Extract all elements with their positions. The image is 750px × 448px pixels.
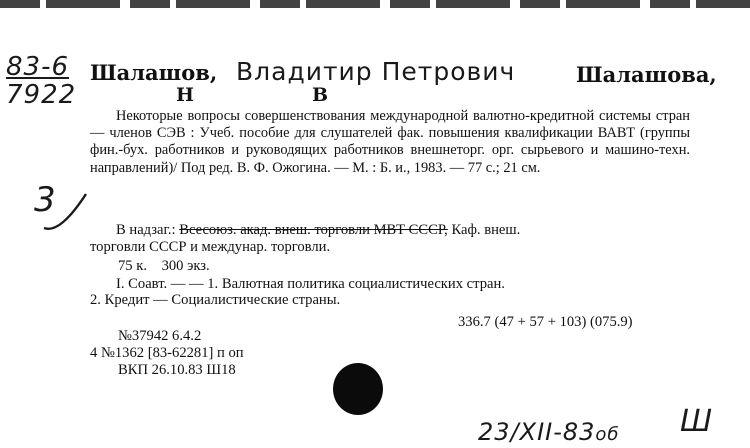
punched-hole [333, 363, 383, 415]
author-cutter: Шалашова, [576, 62, 717, 87]
vkp-line: ВКП 26.10.83 Ш18 [118, 362, 236, 378]
subjects-line-1: I. Соавт. — — 1. Валютная политика социалистических стран. [116, 276, 505, 292]
bibliographic-description [90, 108, 690, 177]
price-copies: 75 к. 300 экз. [118, 258, 210, 274]
top-torn-edge [0, 0, 750, 8]
card-number: №37942 6.4.2 [118, 328, 202, 344]
description-text: Некоторые вопросы совершенствования международной валютно-кредитной системы стран — членов СЭВ : Учеб. пособие для слушателей фак. повышения квалификации ВАВТ (группы фин.-бух. работников и руководящих работников внешнеторг. орг. сырьевого и машино-техн. направлений)/ Под ред. В. Ф. Ожогина. — М. : Б. и., 1983. — 77 с.; 21 см. [90, 108, 690, 176]
author-surname: Шалашов, [90, 60, 218, 85]
note-line-2: торговли СССР и междунар. торговли. [90, 239, 331, 255]
order-line: 4 №1362 [83-62281] п оп [90, 345, 244, 361]
handwritten-margin-mark: 3 [34, 180, 57, 220]
note-line-1 [116, 222, 520, 239]
handwritten-date [478, 418, 620, 446]
handwritten-name-patronymic: Владитир Петрович [236, 57, 516, 86]
date-suffix: об [595, 424, 620, 445]
note-prefix: В надзаг.: [116, 222, 180, 238]
margin-check-stroke [40, 190, 90, 240]
author-second-initial: В [312, 84, 329, 106]
note-suffix: Каф. внеш. [447, 222, 521, 238]
author-initial: Н [176, 84, 194, 106]
handwritten-call-number-bottom: 7922 [6, 80, 77, 110]
date-text: 23/XII-83 [478, 418, 596, 446]
classification-index: 336.7 (47 + 57 + 103) (075.9) [458, 314, 633, 330]
handwritten-call-number-top: 83-6 [6, 52, 70, 82]
subjects-line-2: 2. Кредит — Социалистические страны. [90, 292, 341, 308]
note-struck-text: Всесоюз. акад. внеш. торговли МВТ СССР, [179, 222, 448, 238]
handwritten-signature: Ш [680, 404, 714, 439]
